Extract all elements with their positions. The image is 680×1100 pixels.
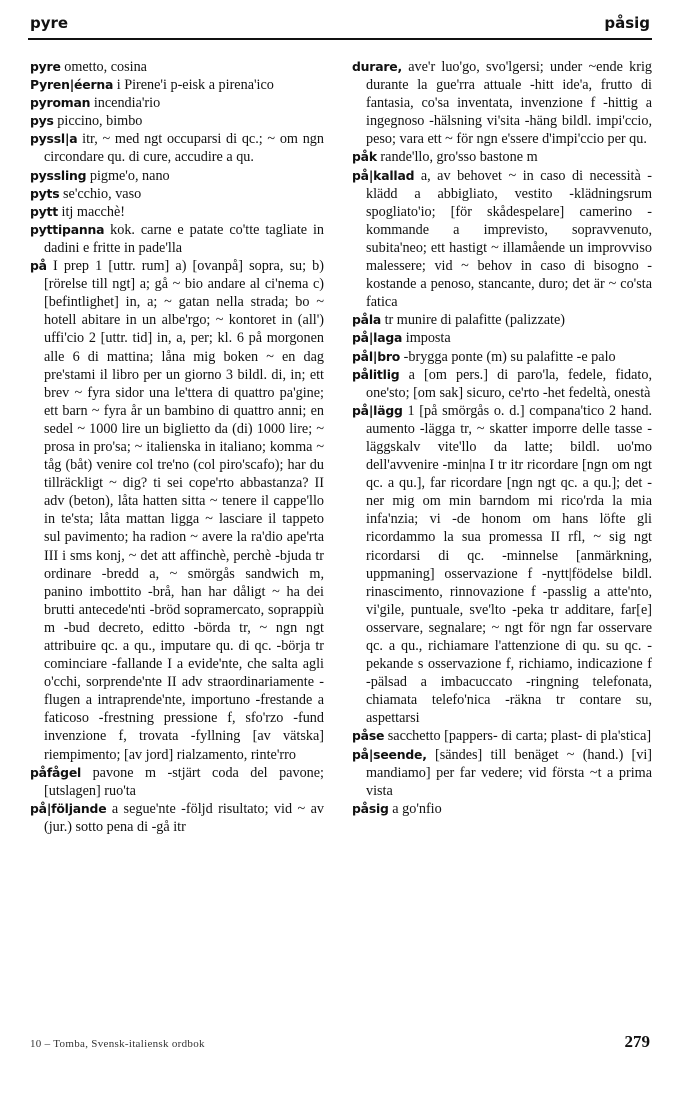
headword: på|seende,: [352, 746, 427, 762]
dictionary-entry: på|följande a segue'nte -följd risultato; vid ~ av (jur.) sotto pena di -gå itr: [30, 800, 324, 835]
dictionary-entry: på|seende, [sändes] till benäget ~ (hand.) [vi] mandiamo] per far vedere; vid första ~t a prima vista: [352, 746, 652, 799]
right-column: [352, 58, 652, 818]
headword: på|laga: [352, 330, 403, 346]
headword: pyssl|a: [30, 131, 78, 147]
headword: påsig: [352, 800, 389, 816]
headword: pål|bro: [352, 348, 401, 364]
headword: pyre: [30, 59, 61, 74]
dictionary-entry: durare, ave'r luo'go, svo'lgersi; under ~ende krig durante la gue'rra attuale -hitt ide'a, frutto di fantasia, co'sa inventata, invenzione f -hittig a ingegnoso -hälsning vi'sita -häng bildl. impi'ccio, peso; vara ett ~ för ngn e'ssere d'impi'ccio per qu.: [352, 59, 652, 148]
header-left-guide-word: pyre: [30, 14, 69, 32]
dictionary-entry: pyroman incendia'rio: [30, 95, 161, 112]
headword: på: [30, 258, 47, 274]
dictionary-entry: påk rande'llo, gro'sso bastone m: [352, 149, 538, 166]
dictionary-entry: på I prep 1 [uttr. rum] a) [ovanpå] sopra, su; b) [rörelse till ngt] a; gå ~ bio andare al ci'nema c) [befintlighet] in, a; ~ gatan nella strada; bo ~ hotell abitare in un albe'rgo; ~ kontoret in (all') uffi'cio 2 [uttr. tid] in, a, per; kl. 6 på morgonen alle 6 di mattina; låna mig boken ~ en dag pre'stami il libro per un giorno 3 bildl. di, in; ett brev ~ fyra sidor una le'ttera di quattro pa'gine; ett barn ~ fyra år un bambino di quattro anni; en sedel ~ 1000 lire un biglietto da (di) 1000 lire; ~ prosa in pro'sa; ~ italienska in italiano; komma ~ tåg (båt) venire col tre'no (col piro'scafo); har du tillräckligt ~ dig? ti sei cope'rto abbastanza? II adv (beton), låta hatten sitta ~ tenere il cappe'llo in te'sta; låta mattan ligga ~ lasciare il tappeto sul pavimento; ha radion ~ avere la ra'dio ape'rta III i sms konj, ~ det att affinchè, perchè -bjuda tr ordinare -bredd a, ~ smörgås sandwich m, panino imbottito -brå, han har dåligt ~ ha dei brutti antecede'nti -bröd sopramercato, soprappiù m -bud decreto, editto -börda tr, ~ ngn ngt attribuire qc. a qu., imputare qu. di qc. -börja tr cominciare -fallande I a evide'nte, che salta agli o'cchi, sorprende'nte II adv straordinariamente -flugen a intraprende'nte, importuno -frestande a faticoso -frestning pressione f, sfo'rzo -fund invenzione f, trovata -fyllning [av vätska] riempimento; [av jord] rialzamento, rinte'rro: [30, 258, 324, 763]
header-rule: [28, 38, 652, 40]
dictionary-entry: påfågel pavone m -stjärt coda del pavone; [utslagen] ruo'ta: [30, 764, 324, 799]
dictionary-entry: påsig a go'nfio: [352, 800, 442, 817]
left-column: [30, 58, 324, 836]
headword: pyts: [30, 185, 60, 201]
dictionary-entry: pyssl|a itr, ~ med ngt occuparsi di qc.; ~ om ngn circondare qu. di cure, accudire a qu.: [30, 131, 324, 166]
page-footer: [30, 1032, 650, 1056]
headword: pyssling: [30, 167, 87, 183]
dictionary-entry: pyre ometto, cosina: [30, 59, 147, 75]
headword: pålitlig: [352, 366, 400, 382]
dictionary-entry: pål|bro -brygga ponte (m) su palafitte -e palo: [352, 348, 616, 365]
dictionary-entry: på|laga imposta: [352, 330, 451, 347]
headword: på|lägg: [352, 402, 403, 418]
dictionary-entry: påse sacchetto [pappers- di carta; plast- di pla'stica]: [352, 728, 652, 745]
headword: påse: [352, 728, 385, 744]
dictionary-entry: pålitlig a [om pers.] di paro'la, fedele, fidato, one'sto; [om sak] sicuro, ce'rto -het fedeltà, onestà: [352, 366, 652, 401]
page-number: 279: [624, 1032, 650, 1051]
dictionary-entry: pyssling pigme'o, nano: [30, 167, 170, 184]
headword: påfågel: [30, 764, 82, 780]
header-right-guide-word: påsig: [604, 14, 650, 32]
footer-source-line: 10 – Tomba, Svensk-italiensk ordbok: [30, 1038, 205, 1050]
dictionary-entry: på|kallad a, av behovet ~ in caso di necessità -klädd a abbigliato, vestito -klädningsrum spogliato'io; [för skådespelare] camerino -kommande a imprevisto, sopravvenuto, subita'neo; ett hastigt ~ illamående un improvviso malessere; vid ~ behov in caso di bisogno -kostande a penoso, stancante, duro; det är ~ co'sta fatica: [352, 167, 652, 311]
dictionary-entry: Pyren|éerna i Pirene'i p-eisk a pirena'ico: [30, 77, 274, 94]
headword: durare,: [352, 59, 402, 74]
dictionary-entry: på|lägg 1 [på smörgås o. d.] compana'tico 2 hand. aumento -lägga tr, ~ skatter imporre delle tasse -läggskalv vite'llo da latte; bildl. uo'mo dell'avvenire -min|na I tr itr ricordare [ngn om ngt qc. a qu.], far ricordare [ngn ngt qc. a qu.]; det -ner mig om min barndom mi rico'rda la mia infa'nzia; vi -de honom om hans löfte gli ricordammo la sua promessa II rfl, ~ sig ngt ricordarsi di qc. -minnelse [anmärkning, uppmaning] osservazione f -nytt|födelse bildl. rinascimento, rinnovazione f -passlig a atte'nto, vi'gile, puntuale, sve'lto -peka tr additare, far[e] osservare, segnalare; ~ ngt för ngn far osservare qc. a qu., richiamare l'attenzione di qu. su qc. -pekande s osservazione f, richiamo, indicazione f -pälsad a imbacuccato -ringning telefonata, chiamata telefo'nica -räkna tr contare su, aspettarsi: [352, 402, 652, 727]
headword: Pyren|éerna: [30, 77, 114, 93]
dictionary-entry: pyts se'cchio, vaso: [30, 185, 142, 202]
dictionary-entry: påla tr munire di palafitte (palizzate): [352, 312, 565, 329]
headword: pyroman: [30, 95, 91, 111]
dictionary-entry: pytt itj macchè!: [30, 203, 125, 220]
headword: på|följande: [30, 800, 107, 816]
headword: påla: [352, 312, 382, 328]
headword: påk: [352, 149, 377, 165]
page-header: [30, 12, 650, 36]
headword: pys: [30, 113, 54, 129]
dictionary-entry: pys piccino, bimbo: [30, 113, 143, 130]
headword: på|kallad: [352, 167, 415, 183]
dictionary-entry: pyttipanna kok. carne e patate co'tte tagliate in dadini e fritte in pade'lla: [30, 221, 324, 256]
headword: pyttipanna: [30, 221, 105, 237]
headword: pytt: [30, 203, 58, 219]
